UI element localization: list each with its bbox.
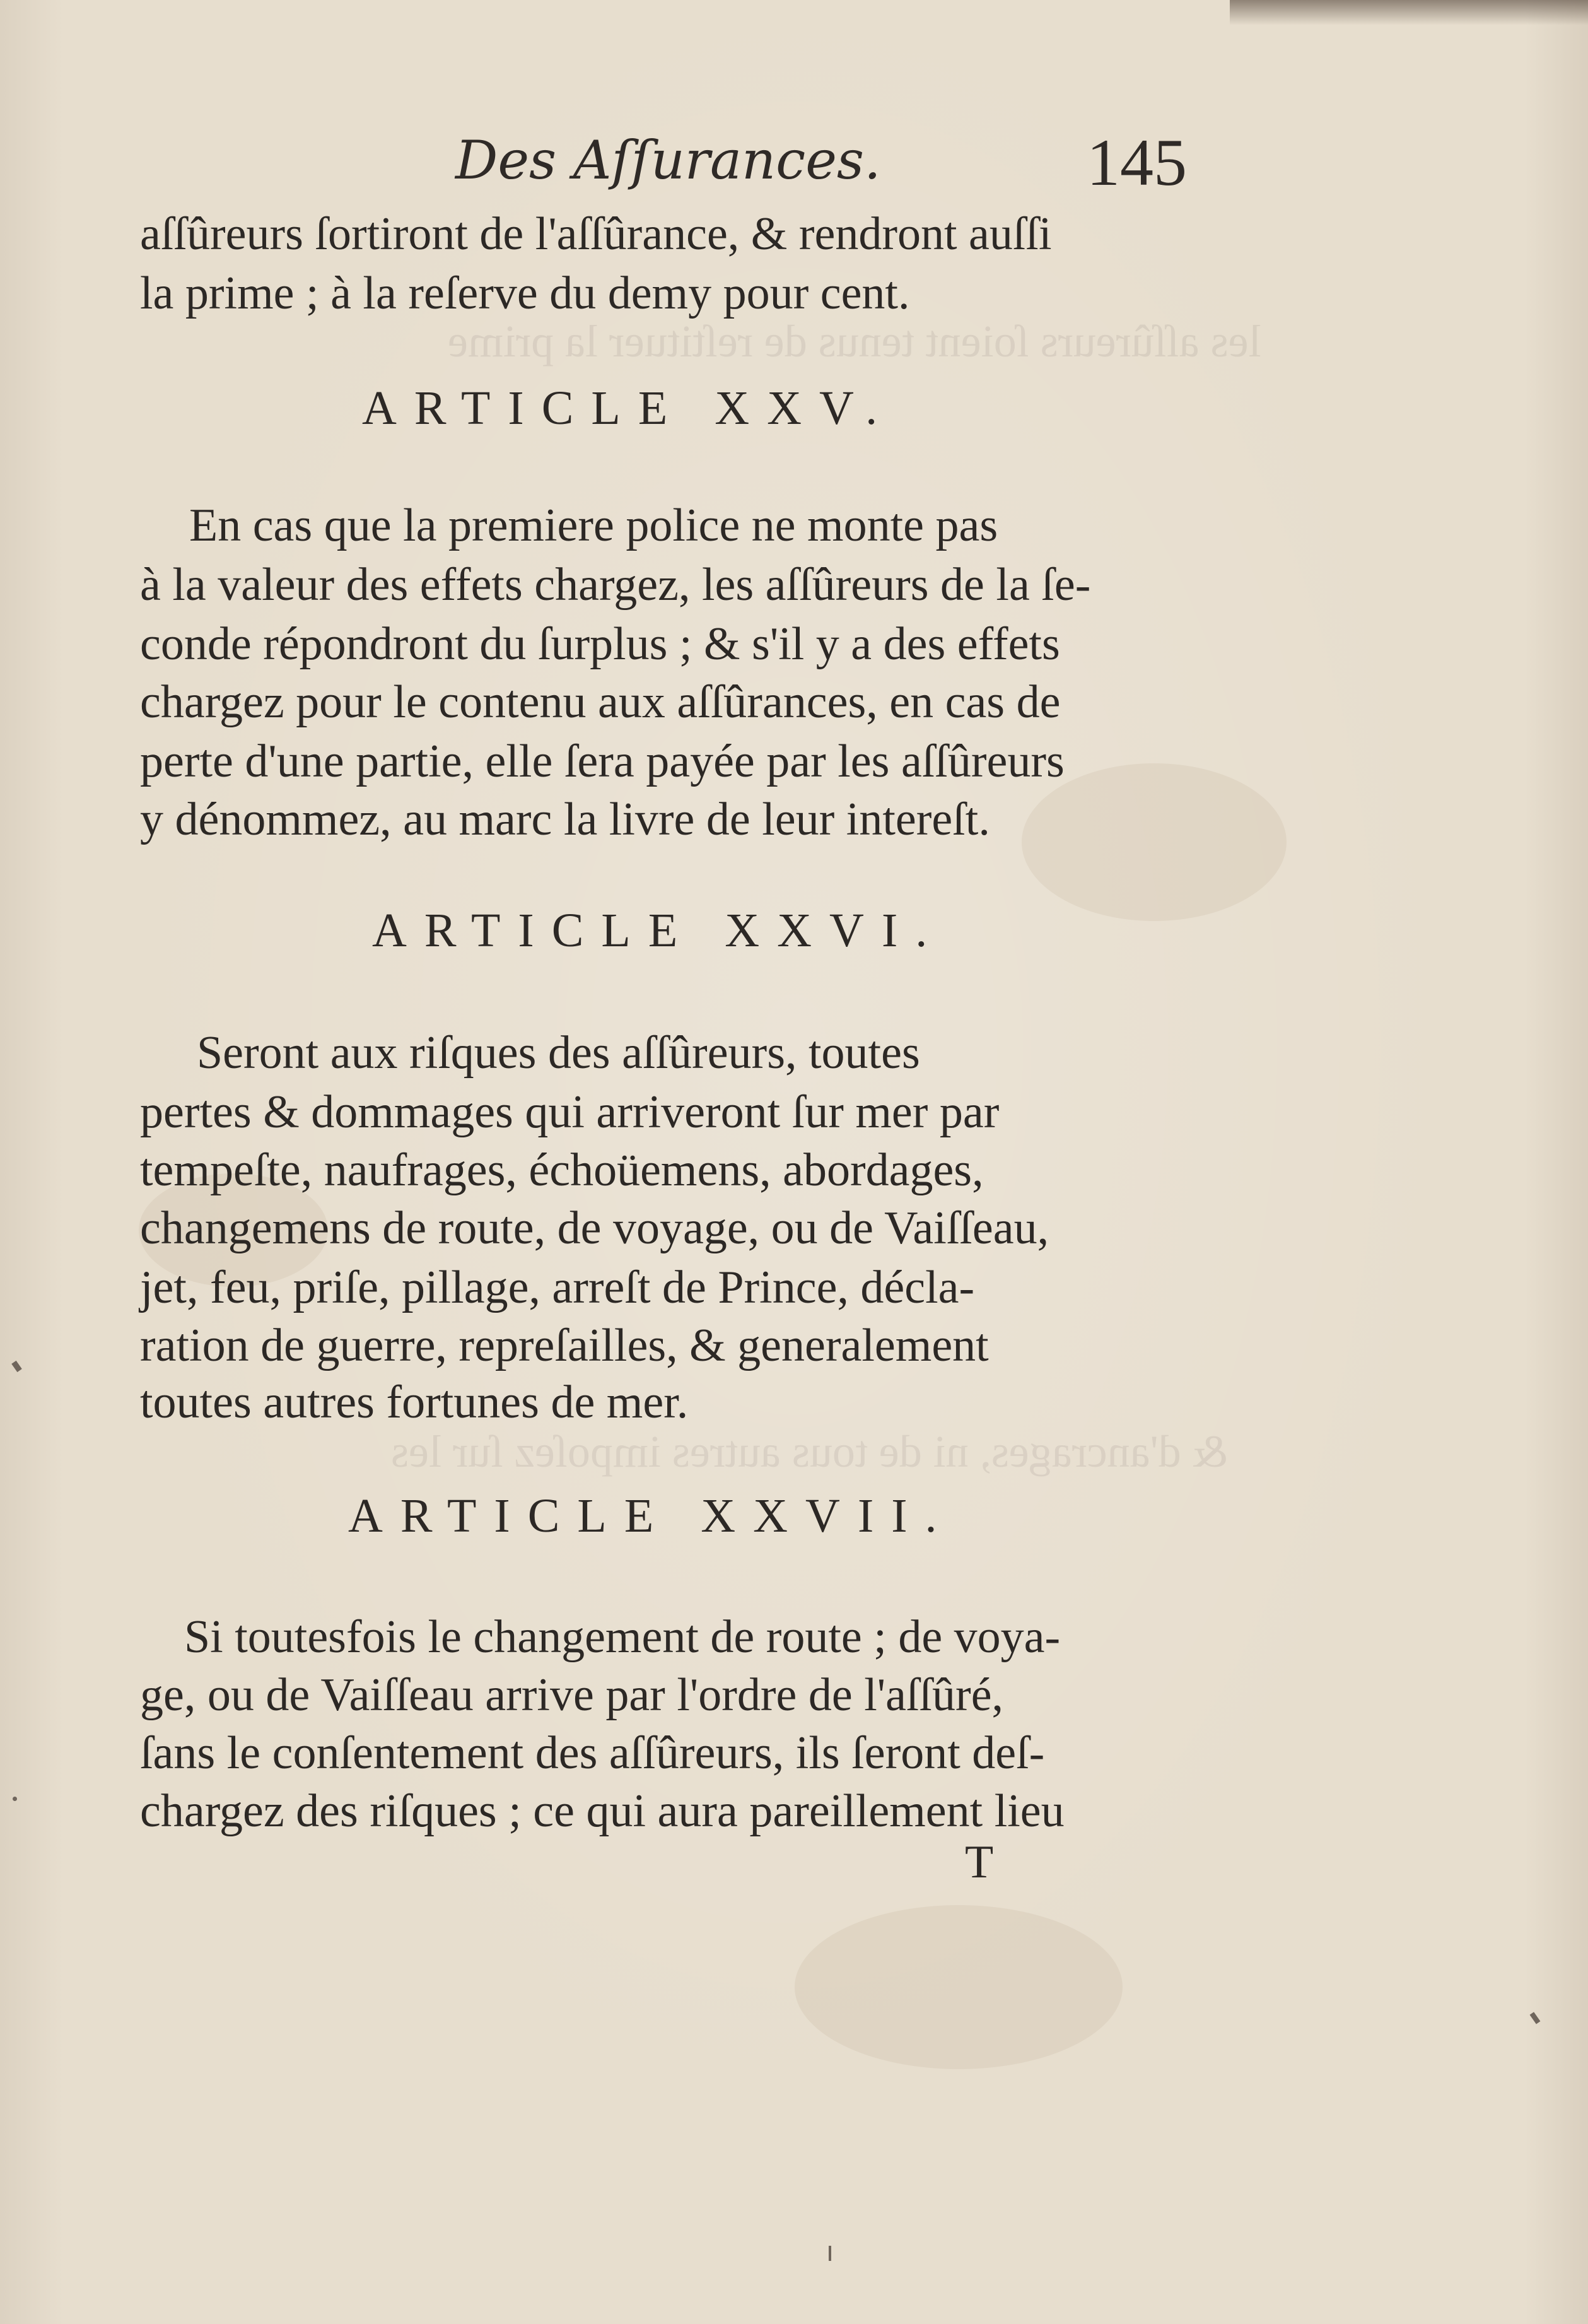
text-line: ſans le conſentement des aſſûreurs, ils ſeront deſ-: [140, 1727, 1045, 1779]
article-heading: ARTICLE XXVII.: [348, 1489, 955, 1542]
text-line: Si toutesfois le changement de route ; de voya-: [184, 1611, 1061, 1663]
show-through-text: les aſſûreurs ſoient tenus de reſtituer la prime: [448, 316, 1261, 367]
paper-stain: [795, 1905, 1123, 2069]
article-heading: ARTICLE XXVI.: [372, 904, 945, 957]
text-line: Seront aux riſques des aſſûreurs, toutes: [197, 1027, 920, 1079]
text-line: ge, ou de Vaiſſeau arrive par l'ordre de l'aſſûré,: [140, 1669, 1004, 1721]
running-title: Des Aſſurances.: [455, 129, 881, 191]
text-line: chargez pour le contenu aux aſſûrances, en cas de: [140, 676, 1061, 728]
text-line: tempeſte, naufrages, échoüemens, abordages,: [140, 1144, 984, 1196]
text-line: toutes autres fortunes de mer.: [140, 1376, 689, 1428]
page-edge-shadow: [1230, 0, 1588, 25]
text-line: En cas que la premiere police ne monte pas: [189, 500, 998, 551]
paper-speck: [11, 1361, 22, 1372]
text-line: à la valeur des effets chargez, les aſſûreurs de la ſe-: [140, 559, 1091, 611]
page-number: 145: [1087, 126, 1187, 199]
paper-speck: [13, 1797, 17, 1801]
running-head: [455, 126, 1200, 205]
text-line: jet, feu, priſe, pillage, arreſt de Prince, décla-: [140, 1262, 975, 1313]
article-heading: ARTICLE XXV.: [362, 382, 896, 435]
text-line: perte d'une partie, elle ſera payée par les aſſûreurs: [140, 736, 1065, 787]
text-line: conde répondront du ſurplus ; & s'il y a des effets: [140, 618, 1060, 670]
text-line: changemens de route, de voyage, ou de Vaiſſeau,: [140, 1202, 1049, 1254]
text-line: chargez des riſques ; ce qui aura pareillement lieu: [140, 1785, 1065, 1837]
paper-speck: [829, 2246, 831, 2261]
text-line: pertes & dommages qui arriveront ſur mer par: [140, 1086, 1000, 1138]
show-through-text: & d'ancrages, ni de tous autres impoſez ſur les: [391, 1426, 1228, 1477]
text-line: ration de guerre, repreſailles, & generalement: [140, 1320, 989, 1371]
signature-mark: T: [965, 1836, 994, 1888]
text-line: aſſûreurs ſortiront de l'aſſûrance, & rendront auſſi: [140, 208, 1052, 260]
text-line: y dénommez, au marc la livre de leur intereſt.: [140, 794, 990, 845]
paper-speck: [1530, 2012, 1541, 2024]
text-line: la prime ; à la reſerve du demy pour cent.: [140, 267, 910, 319]
